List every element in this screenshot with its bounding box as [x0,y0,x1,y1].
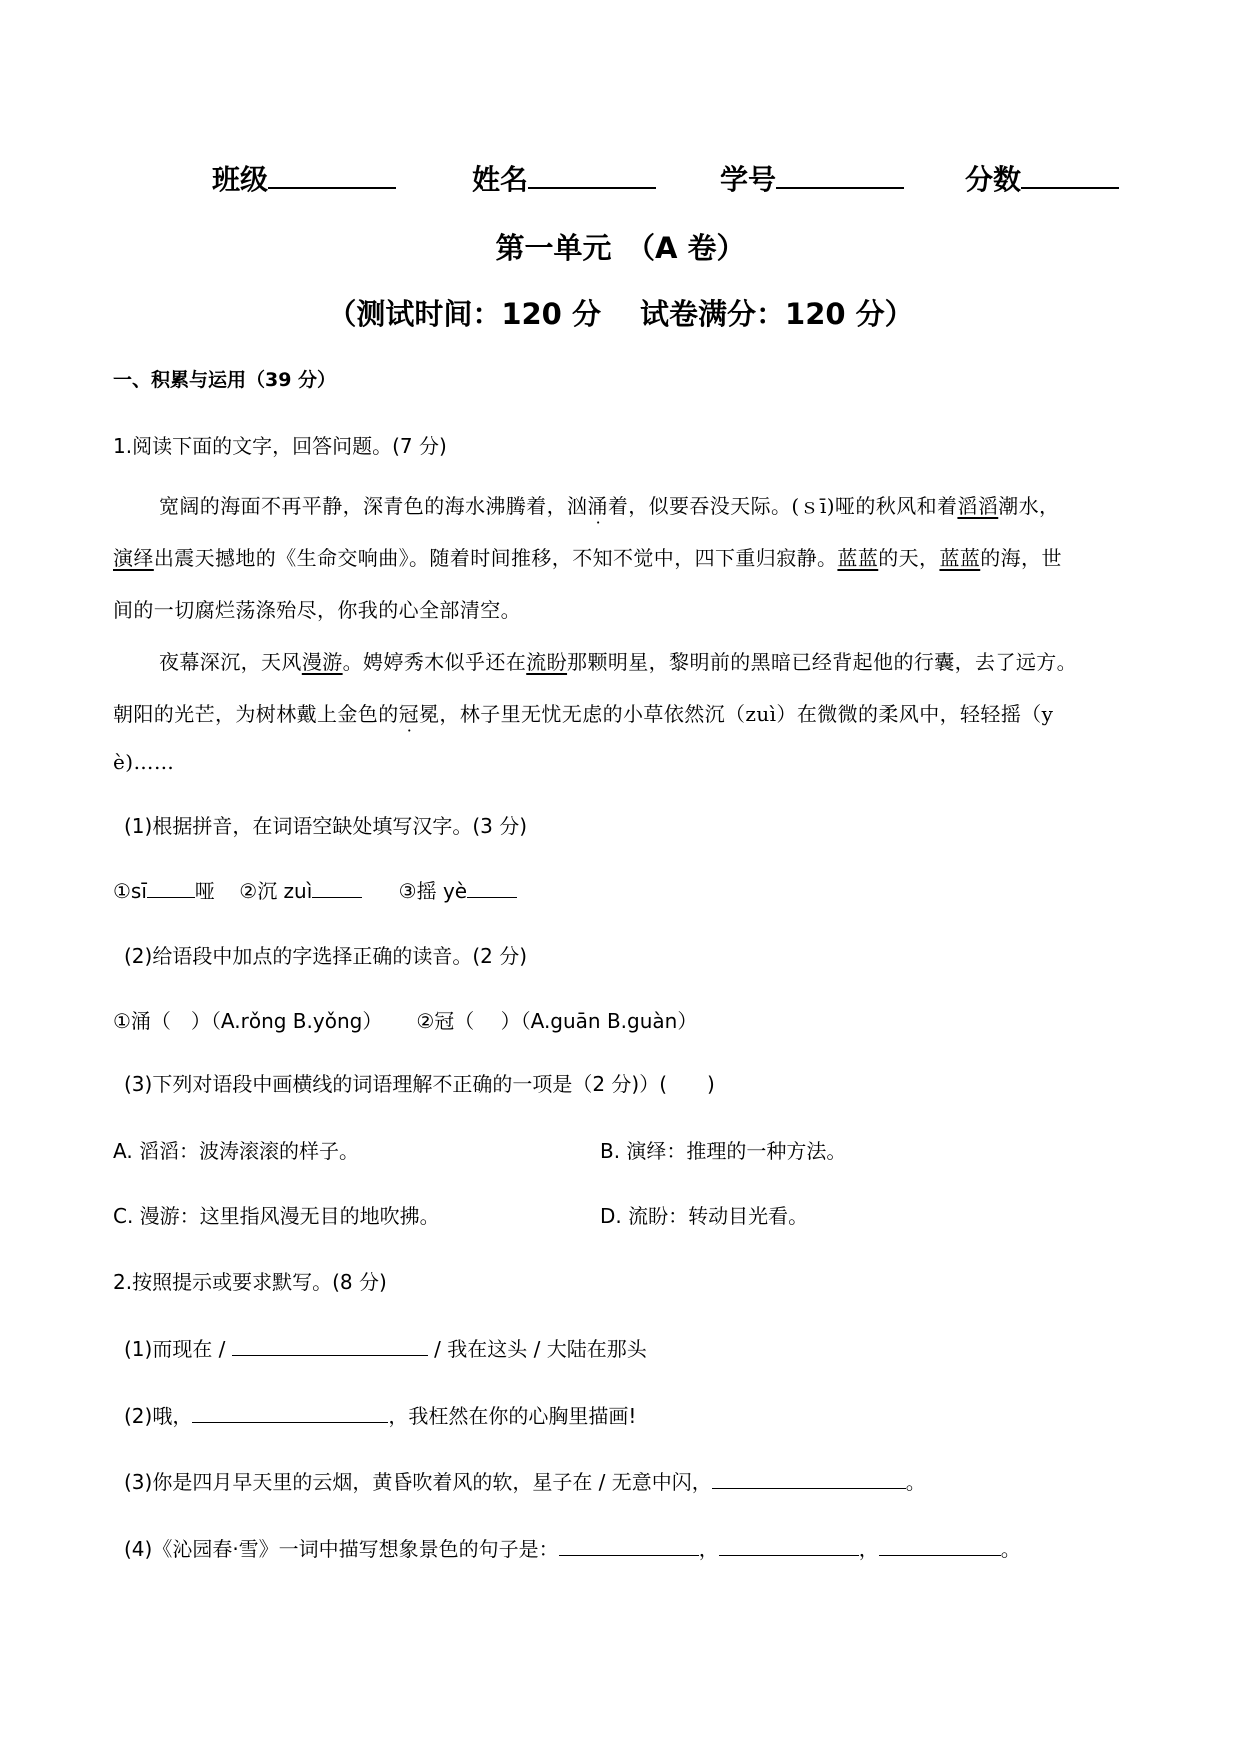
score-blank[interactable] [1021,187,1119,189]
q2-blank-4b[interactable] [719,1555,859,1556]
blank-si[interactable] [147,897,195,898]
class-field [212,158,396,198]
q2-stem: 2.按照提示或要求默写。(8 分) [113,1270,387,1294]
score-label: 分数 [965,163,1022,196]
name-label: 姓名 [472,163,529,196]
q2-item-1: (1)而现在 / / 我在这头 / 大陆在那头 [124,1337,647,1361]
q2-blank-2[interactable] [192,1422,388,1423]
page-subtitle: （测试时间：120 分 试卷满分：120 分） [327,297,914,331]
q1-stem: 1.阅读下面的文字，回答问题。(7 分) [113,434,447,458]
passage2-line3: è)…… [113,750,175,774]
underlined-word-manyou: 漫游 [301,650,343,674]
q2-blank-4c[interactable] [879,1555,1001,1556]
dotted-char-yong: 涌 [587,494,608,518]
q1-sub2: (2)给语段中加点的字选择正确的读音。(2 分) [124,944,528,968]
option-a[interactable]: A. 滔滔：波涛滚滚的样子。 [113,1139,360,1163]
q2-blank-3[interactable] [712,1488,906,1489]
option-c[interactable]: C. 漫游：这里指风漫无目的地吹拂。 [113,1204,440,1228]
sub2-item-1: ①涌（ ）（A.rǒng B.yǒng） [113,1009,383,1033]
passage1-line1: 宽阔的海面不再平静，深青色的海水沸腾着，汹涌着，似要吞没天际。(ｓī)哑的秋风和着滔滔潮水， [159,494,1060,518]
class-blank[interactable] [268,187,396,189]
option-d[interactable]: D. 流盼：转动目光看。 [600,1204,809,1228]
q1-sub1-blanks: ①sī 哑 ②沉 zuì ③摇 yè [113,875,517,904]
passage1-line3: 间的一切腐烂荡涤殆尽，你我的心全部清空。 [113,598,521,622]
dotted-char-guan: 冠 [398,702,420,726]
option-b[interactable]: B. 演绎：推理的一种方法。 [600,1139,847,1163]
student-id-field [720,158,904,198]
q2-item-2: (2)哦， ，我枉然在你的心胸里描画! [124,1404,637,1428]
q1-sub2-options [113,1005,697,1034]
q2-item-4: (4)《沁园春·雪》一词中描写想象景色的句子是： ， ， 。 [124,1537,1021,1561]
class-label: 班级 [212,163,269,196]
q1-sub3: (3)下列对语段中画横线的词语理解不正确的一项是（2 分)）( ) [124,1072,715,1096]
underlined-word-liupan: 流盼 [526,650,568,674]
passage1-line2: 演绎出震天撼地的《生命交响曲》。随着时间推移，不知不觉中，四下重归寂静。蓝蓝的天，蓝蓝的海，世 [113,546,1062,570]
passage2-line2: 朝阳的光芒，为树林戴上金色的冠冕，林子里无忧无虑的小草依然沉（zuì）在微微的柔风中，轻轻摇（y [113,702,1054,726]
score-field [965,158,1119,198]
underlined-word-yanyi: 演绎 [113,546,154,570]
q2-item-3: (3)你是四月早天里的云烟，黄昏吹着风的软，星子在 / 无意中闪， 。 [124,1470,926,1494]
q2-blank-1[interactable] [232,1355,428,1356]
section-heading: 一、积累与运用（39 分） [113,369,337,391]
blank-zui[interactable] [312,897,362,898]
q1-sub1: (1)根据拼音，在词语空缺处填写汉字。(3 分) [124,814,528,838]
student-id-label: 学号 [720,163,777,196]
q2-blank-4a[interactable] [559,1555,699,1556]
page-title: 第一单元 （A 卷） [495,231,746,265]
student-id-blank[interactable] [776,187,904,189]
name-field [472,158,656,198]
blank-ye[interactable] [467,897,517,898]
underlined-word-taotao: 滔滔 [957,494,999,518]
name-blank[interactable] [528,187,656,189]
sub2-item-2: ②冠（ ）（A.guān B.guàn） [416,1009,698,1033]
passage2-line1: 夜幕深沉，天风漫游。娉婷秀木似乎还在流盼那颗明星，黎明前的黑暗已经背起他的行囊，去了远方。 [159,650,1078,674]
